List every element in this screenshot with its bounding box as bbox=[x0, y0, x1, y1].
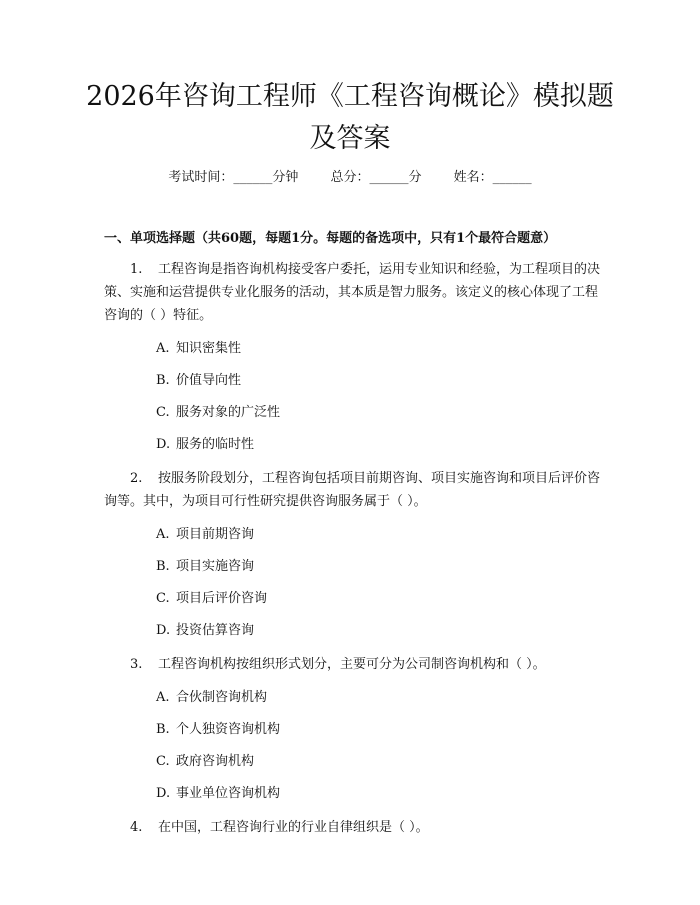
option-a bbox=[156, 339, 600, 359]
option-text: 投资估算咨询 bbox=[176, 623, 255, 638]
question-text: 工程咨询机构按组织形式划分，主要可分为公司制咨询机构和（ ）。 bbox=[158, 657, 546, 672]
question-2 bbox=[104, 467, 600, 641]
name-blank: ______ bbox=[492, 170, 532, 185]
option-text: 项目前期咨询 bbox=[176, 527, 255, 542]
option-key: D. bbox=[156, 623, 171, 638]
exam-time-unit: 分钟 bbox=[272, 170, 299, 185]
option-key: B. bbox=[156, 559, 170, 574]
option-b bbox=[156, 371, 600, 391]
option-key: D. bbox=[156, 786, 171, 801]
option-key: A. bbox=[156, 690, 170, 705]
option-text: 合伙制咨询机构 bbox=[176, 690, 268, 705]
total-score-unit: 分 bbox=[408, 170, 422, 185]
total-score-field bbox=[330, 168, 421, 188]
question-text: 在中国，工程咨询行业的行业自律组织是（ ）。 bbox=[158, 820, 429, 835]
exam-info bbox=[0, 168, 700, 188]
option-key: D. bbox=[156, 437, 171, 452]
option-text: 服务的临时性 bbox=[176, 437, 255, 452]
document-title bbox=[0, 76, 700, 160]
option-text: 知识密集性 bbox=[176, 341, 242, 356]
question-text: 按服务阶段划分，工程咨询包括项目前期咨询、项目实施咨询和项目后评价咨询等。其中，为项目可行性研究提供咨询服务属于（ ）。 bbox=[104, 471, 601, 509]
option-text: 项目后评价咨询 bbox=[176, 591, 268, 606]
question-4 bbox=[104, 816, 600, 839]
option-c bbox=[156, 752, 600, 772]
exam-time-blank: ______ bbox=[233, 170, 273, 185]
option-b bbox=[156, 720, 600, 740]
option-text: 服务对象的广泛性 bbox=[176, 405, 281, 420]
option-d bbox=[156, 784, 600, 804]
question-text: 工程咨询是指咨询机构接受客户委托，运用专业知识和经验，为工程项目的决策、实施和运营提供专业化服务的活动，其本质是智力服务。该定义的核心体现了工程咨询的（ ）特征。 bbox=[104, 262, 601, 323]
question-stem bbox=[104, 816, 600, 839]
title-line-2: 及答案 bbox=[309, 123, 391, 154]
question-stem bbox=[104, 258, 600, 327]
question-stem bbox=[104, 467, 600, 513]
title-line-1: 2026年咨询工程师《工程咨询概论》模拟题 bbox=[86, 81, 614, 112]
option-key: B. bbox=[156, 373, 170, 388]
option-key: C. bbox=[156, 754, 170, 769]
question-number: 2. bbox=[130, 471, 143, 486]
question-number: 3. bbox=[130, 657, 143, 672]
option-text: 项目实施咨询 bbox=[176, 559, 255, 574]
section-heading: 一、单项选择题（共60题，每题1分。每题的备选项中，只有1个最符合题意） bbox=[104, 231, 557, 246]
option-key: C. bbox=[156, 405, 170, 420]
option-text: 事业单位咨询机构 bbox=[176, 786, 281, 801]
question-1 bbox=[104, 258, 600, 455]
option-key: C. bbox=[156, 591, 170, 606]
name-field bbox=[454, 168, 532, 188]
option-b bbox=[156, 557, 600, 577]
question-number: 4. bbox=[130, 820, 143, 835]
exam-time-label: 考试时间： bbox=[168, 170, 234, 185]
option-c bbox=[156, 589, 600, 609]
option-c bbox=[156, 403, 600, 423]
question-stem bbox=[104, 653, 600, 676]
option-a bbox=[156, 688, 600, 708]
option-text: 价值导向性 bbox=[176, 373, 242, 388]
exam-time-field bbox=[168, 168, 298, 188]
option-text: 个人独资咨询机构 bbox=[176, 722, 281, 737]
option-d bbox=[156, 621, 600, 641]
total-score-blank: ______ bbox=[369, 170, 409, 185]
question-list bbox=[104, 258, 600, 851]
option-key: B. bbox=[156, 722, 170, 737]
option-d bbox=[156, 435, 600, 455]
option-text: 政府咨询机构 bbox=[176, 754, 255, 769]
name-label: 姓名： bbox=[453, 170, 493, 185]
question-number: 1. bbox=[130, 262, 143, 277]
option-key: A. bbox=[156, 527, 170, 542]
total-score-label: 总分： bbox=[330, 170, 370, 185]
option-a bbox=[156, 525, 600, 545]
option-key: A. bbox=[156, 341, 170, 356]
question-3 bbox=[104, 653, 600, 804]
